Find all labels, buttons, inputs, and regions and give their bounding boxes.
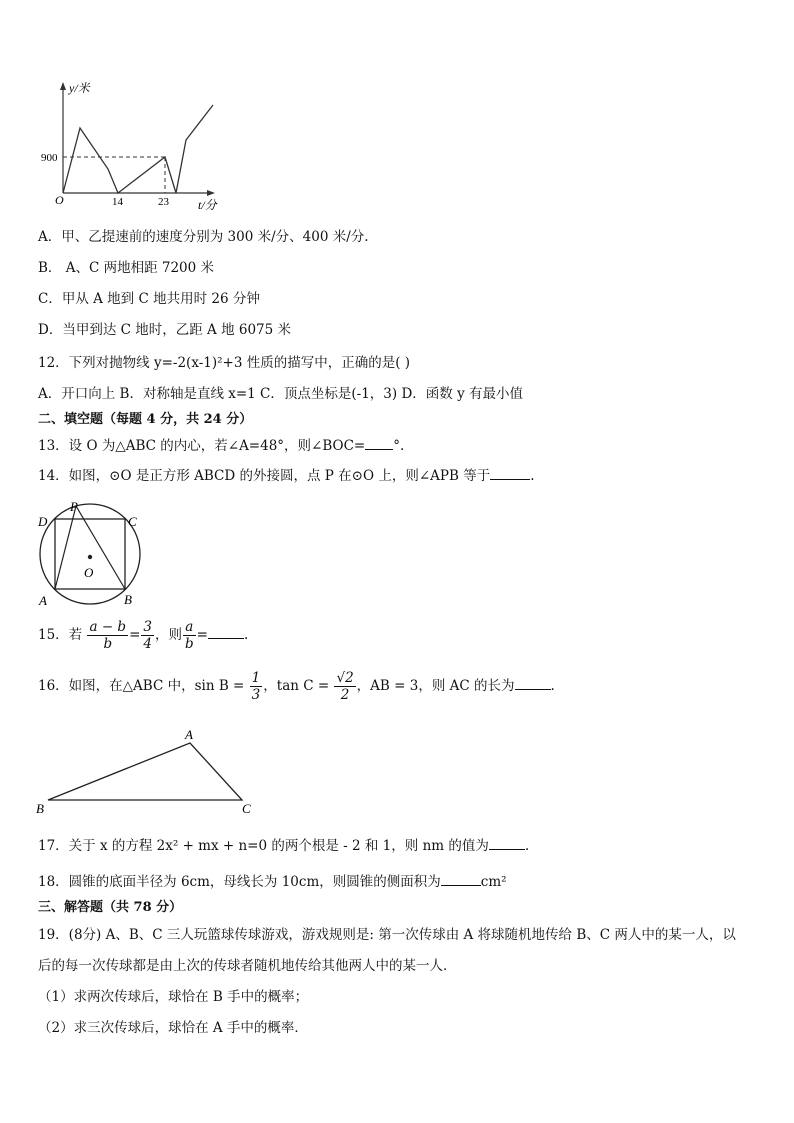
q11-option-a: A．甲、乙提速前的速度分别为 300 米/分、400 米/分. xyxy=(38,229,369,245)
q19-line-2: 后的每一次传球都是由上次的传球者随机地传给其他两人中的某一人． xyxy=(38,958,457,974)
label-a: A xyxy=(185,727,193,742)
q17-text: 17．关于 x 的方程 2x² + mx + n=0 的两个根是 - 2 和 1，则 nm 的值为 xyxy=(38,838,489,854)
q16-sin-num: 1 xyxy=(251,670,261,686)
q17 xyxy=(38,837,529,855)
x-tick-14: 14 xyxy=(112,196,123,208)
q15-frac3-num: a xyxy=(183,619,196,636)
circle-square-figure xyxy=(34,498,146,610)
q15-frac1-den: b xyxy=(103,636,113,652)
q11-option-c: C．甲从 A 地到 C 地共用时 26 分钟 xyxy=(38,291,260,307)
q14 xyxy=(38,467,535,485)
q15-fraction-3 xyxy=(183,619,196,652)
q15 xyxy=(38,619,248,652)
label-b: B xyxy=(36,801,44,816)
q15-answer-blank xyxy=(208,626,244,639)
center-point-o xyxy=(88,555,92,559)
q11-option-b: B． A、C 两地相距 7200 米 xyxy=(38,260,215,276)
q15-frac2-num: 3 xyxy=(143,619,152,635)
q12-stem: 12．下列对抛物线 y=-2(x-1)²+3 性质的描写中，正确的是( ) xyxy=(38,355,411,371)
q13-end: °. xyxy=(393,438,405,454)
q18-unit: cm² xyxy=(480,874,507,890)
q15-fraction-1 xyxy=(87,619,128,652)
q16-rest: ，AB = 3，则 AC 的长为 xyxy=(356,678,515,694)
label-b: B xyxy=(124,592,132,607)
x-tick-23: 23 xyxy=(158,196,169,208)
section-fill-in-heading: 二、填空题（每题 4 分，共 24 分） xyxy=(38,412,253,427)
q16-tan: tan C = xyxy=(276,678,330,694)
q14-answer-blank xyxy=(490,467,530,480)
q15-eq: = xyxy=(129,627,141,643)
q13-text: 13．设 O 为△ABC 的内心，若∠A=48°，则∠BOC= xyxy=(38,438,366,454)
q16-sep: ， xyxy=(263,678,277,694)
q15-prefix: 15．若 xyxy=(38,627,83,643)
q16-end: . xyxy=(550,678,555,694)
q19-line-1: 19．(8分) A、B、C 三人玩篮球传球游戏，游戏规则是: 第一次传球由 A 将球随机地传给 B、C 两人中的某一人，以 xyxy=(38,927,736,943)
triangle-figure xyxy=(34,726,264,818)
q14-end: . xyxy=(530,468,535,484)
y-axis-arrow-icon xyxy=(60,82,66,90)
label-c: C xyxy=(128,514,137,529)
q11-option-d: D．当甲到达 C 地时，乙距 A 地 6075 米 xyxy=(38,322,292,338)
q16-sin-fraction xyxy=(250,670,263,703)
origin-label: O xyxy=(55,193,64,207)
q19-subquestion-1: （1）求两次传球后，球恰在 B 手中的概率； xyxy=(38,989,309,1005)
q17-end: . xyxy=(524,838,530,854)
distance-curve xyxy=(63,105,213,193)
q18-text: 18．圆锥的底面半径为 6cm，母线长为 10cm，则圆锥的侧面积为 xyxy=(38,874,441,890)
triangle-abc xyxy=(48,743,242,800)
q15-frac1-num: a − b xyxy=(89,619,127,635)
q15-frac3-den: b xyxy=(184,636,194,652)
label-p: P xyxy=(70,499,78,514)
label-d: D xyxy=(38,514,48,529)
q12-options: A．开口向上 B．对称轴是直线 x=1 C．顶点坐标是(-1，3) D．函数 y 有最小值 xyxy=(38,386,523,402)
q16-tan-num: √2 xyxy=(336,670,354,686)
x-axis-arrow-icon xyxy=(207,190,215,196)
q15-fraction-2 xyxy=(141,619,154,652)
q17-answer-blank xyxy=(489,837,525,850)
q16 xyxy=(38,670,555,703)
label-c: C xyxy=(242,801,251,816)
y-tick-900: 900 xyxy=(41,152,58,164)
q15-suffix: = xyxy=(196,627,208,643)
q16-tan-fraction xyxy=(334,670,355,703)
x-axis-label: t/分 xyxy=(198,198,217,212)
q15-end: . xyxy=(243,627,249,643)
q16-sin: sin B = xyxy=(194,678,245,694)
section-solutions-heading: 三、解答题（共 78 分） xyxy=(38,900,183,915)
q15-frac2-den: 4 xyxy=(143,636,152,652)
q16-tan-den: 2 xyxy=(340,687,350,703)
label-a: A xyxy=(39,593,47,608)
q14-text: 14．如图，⊙O 是正方形 ABCD 的外接圆，点 P 在⊙O 上，则∠APB 等于 xyxy=(38,468,491,484)
q15-mid: ，则 xyxy=(154,627,182,643)
distance-time-graph xyxy=(38,78,228,216)
label-o: O xyxy=(84,565,94,580)
q18-answer-blank xyxy=(441,873,481,886)
y-axis-label: y/米 xyxy=(69,81,90,95)
q13-answer-blank xyxy=(365,437,393,450)
q16-prefix: 16．如图，在△ABC 中， xyxy=(38,678,195,694)
q19-subquestion-2: （2）求三次传球后，球恰在 A 手中的概率． xyxy=(38,1020,308,1036)
q13 xyxy=(38,437,404,455)
q16-sin-den: 3 xyxy=(251,687,261,703)
q18 xyxy=(38,873,507,891)
q16-answer-blank xyxy=(515,677,551,690)
